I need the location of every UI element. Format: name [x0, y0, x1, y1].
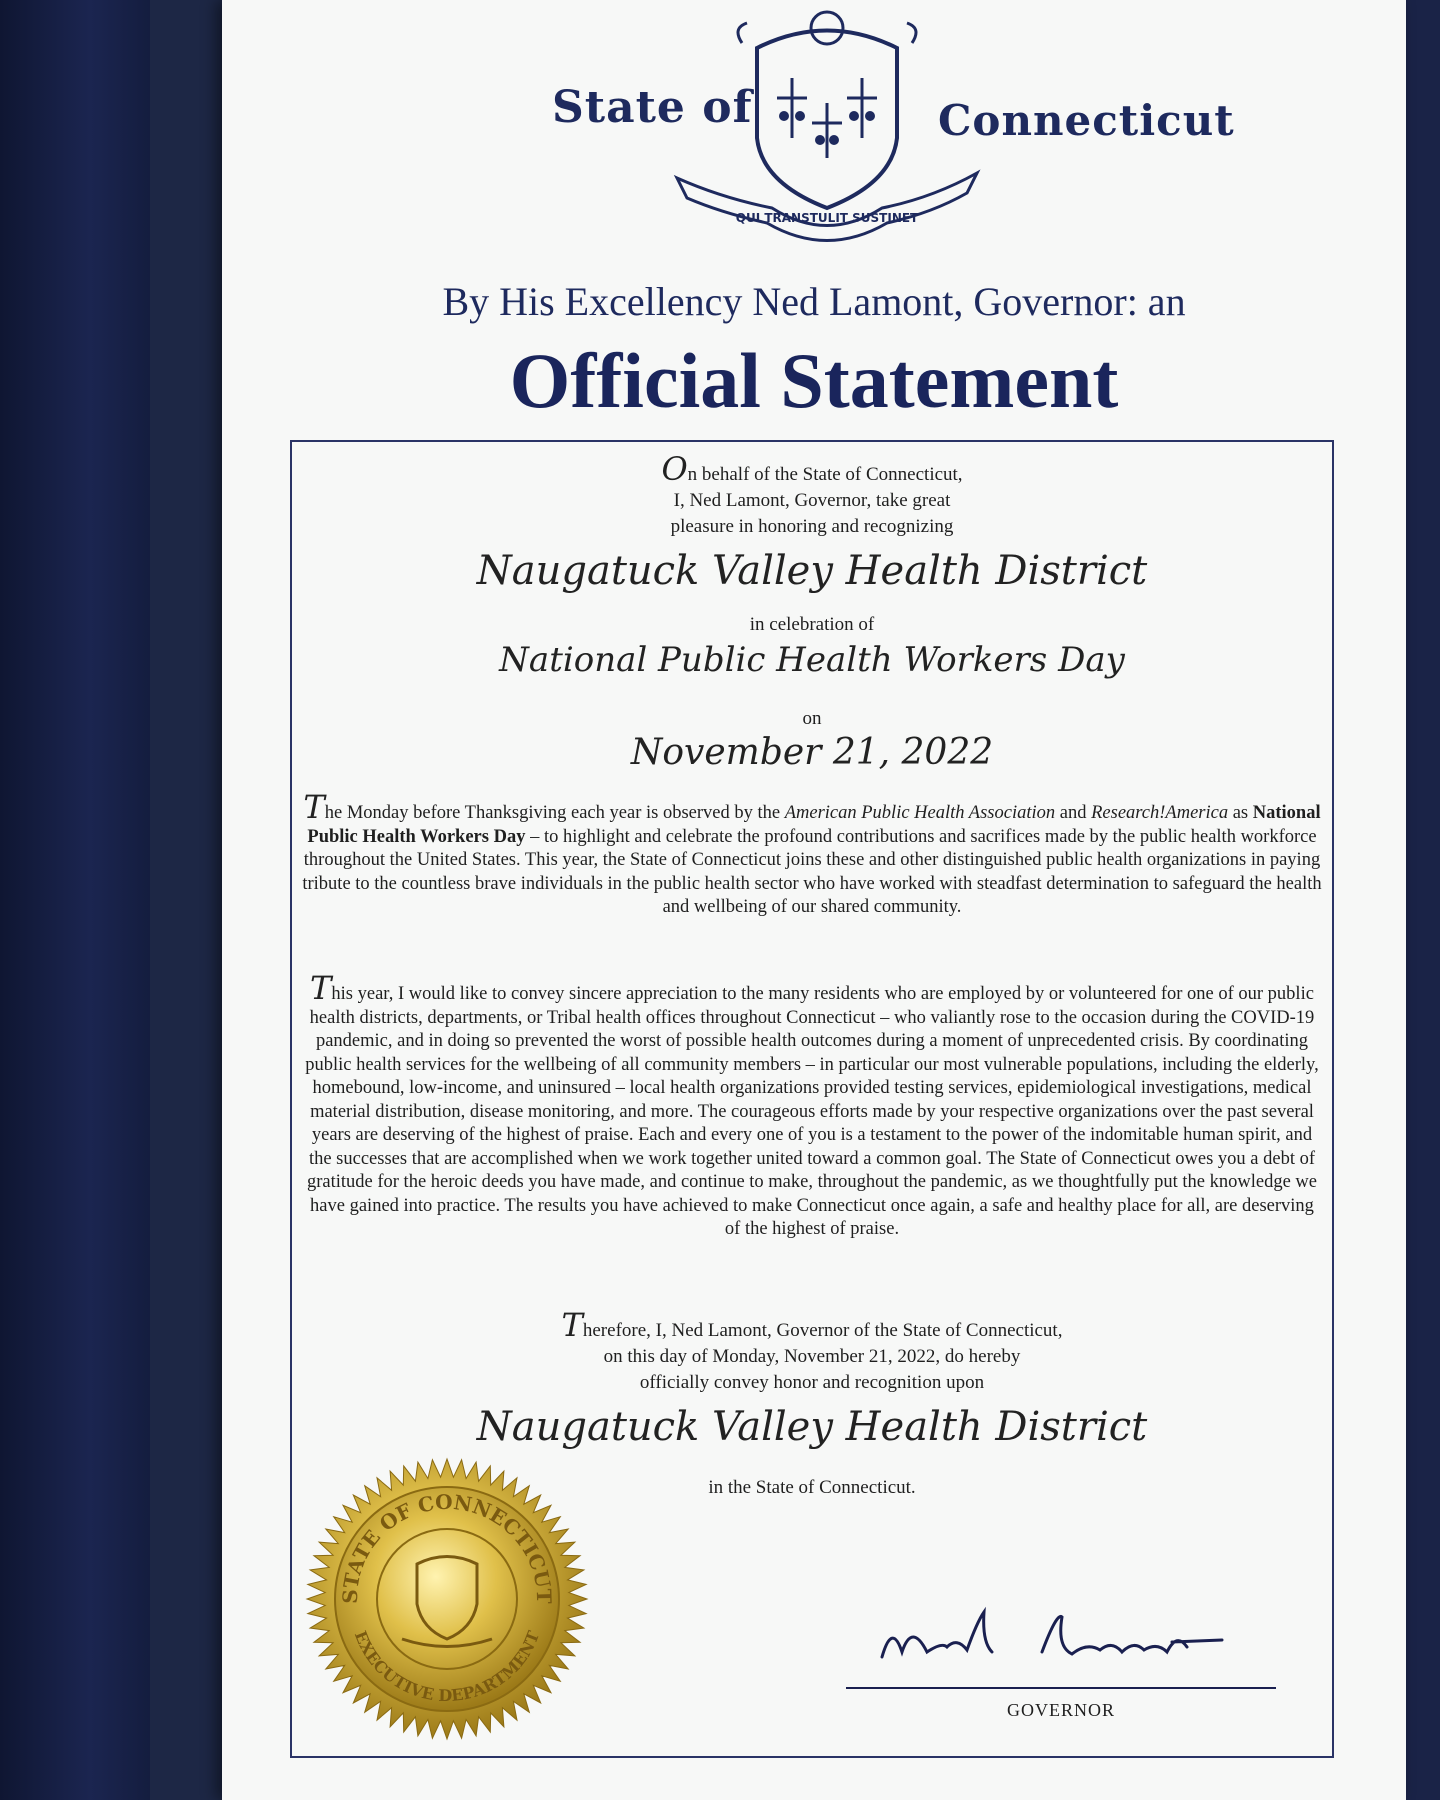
statement-frame — [290, 440, 1334, 1758]
conclusion-line-1: herefore, I, Ned Lamont, Governor of the State of Connecticut, — [582, 1320, 1063, 1341]
p3-dropcap: T — [561, 1306, 583, 1344]
signature-line — [846, 1687, 1276, 1689]
intro-block — [292, 450, 1332, 540]
p1-org-apha: American Public Health Association — [784, 803, 1056, 823]
seal-top-text: STATE OF CONNECTICUT — [337, 1489, 557, 1605]
motto-text: QUI TRANSTULIT SUSTINET — [735, 211, 919, 225]
paragraph-conclusion — [302, 1306, 1322, 1396]
intro-line-1: n behalf of the State of Connecticut, — [687, 464, 963, 485]
connecticut-text: Connecticut — [938, 96, 1235, 145]
observance-date: November 21, 2022 — [630, 732, 994, 773]
organization-name: Naugatuck Valley Health District — [476, 548, 1148, 594]
p1-org-research-america: Research!America — [1091, 803, 1229, 823]
p1-text-a: he Monday before Thanksgiving each year is observed by the — [324, 803, 785, 823]
p1-observance-bold: National Public Health Workers Day — [307, 803, 1321, 847]
governor-label: GOVERNOR — [1006, 1700, 1115, 1720]
state-of-text: State of — [552, 82, 753, 133]
observance-name: National Public Health Workers Day — [499, 640, 1125, 680]
intro-line-3: pleasure in honoring and recognizing — [670, 516, 954, 537]
paragraph-appreciation — [302, 969, 1322, 1242]
intro-line-2: I, Ned Lamont, Governor, take great — [673, 490, 951, 511]
intro-dropcap: O — [661, 450, 688, 488]
p1-as: as — [1228, 803, 1253, 823]
byline: By His Excellency Ned Lamont, Governor: an — [442, 279, 1186, 324]
seal-bottom-text: EXECUTIVE DEPARTMENT — [350, 1628, 544, 1706]
p1-text-b: – to highlight and celebrate the profound contributions and sacrifices made by the public health workforce throughout the United States. This year, the State of Connecticut joins these and other distinguished public health organizations in paying tribute to the countless brave individuals in the public health sector who have worked with steadfast determination to safeguard the health and wellbeing of our shared community. — [302, 826, 1322, 917]
p2-dropcap: T — [310, 969, 332, 1007]
celebration-label: in celebration of — [749, 614, 875, 635]
folder-cover-left — [0, 0, 150, 1800]
on-label: on — [802, 708, 822, 729]
p1-and: and — [1055, 803, 1092, 823]
page-title: Official Statement — [509, 337, 1119, 424]
certificate-sheet — [222, 0, 1406, 1800]
governor-signature — [872, 1602, 1272, 1672]
p2-text: his year, I would like to convey sincere appreciation to the many residents who are employed by or volunteered for one of our public health districts, departments, or Tribal health offices throughout Connecticut – who valiantly rose to the occasion during the COVID-19 pandemic, and in doing so prevented the worst of possible health outcomes during a moment of unprecedented crisis. By coordinating public health services for the wellbeing of all community members – in particular our most vulnerable populations, including the elderly, homebound, low-income, and uninsured – local health organizations provided testing services, epidemiological investigations, medical material distribution, disease monitoring, and more. The courageous efforts made by your respective organizations over the past several years are deserving of the highest of praise. Each and every one of you is a testament to the power of the indomitable human spirit, and the successes that are accomplished when we work together united toward a common goal. The State of Connecticut owes you a debt of gratitude for the heroic deeds you have made, and continue to make, throughout the pandemic, as we thoughtfully put the knowledge we have gained into practice. The results you have achieved to make Connecticut once again, a safe and healthy place for all, are deserving of the highest of praise. — [305, 984, 1319, 1239]
folder-cover-right — [1404, 0, 1440, 1800]
location-text: in the State of Connecticut. — [708, 1477, 916, 1498]
letterhead — [222, 0, 1406, 270]
conclusion-line-3: officially convey honor and recognition upon — [639, 1372, 985, 1393]
gold-seal-icon — [302, 1454, 592, 1744]
paragraph-thanksgiving — [302, 788, 1322, 920]
conclusion-line-2: on this day of Monday, November 21, 2022, do hereby — [603, 1346, 1021, 1367]
organization-name-closing: Naugatuck Valley Health District — [476, 1404, 1148, 1450]
statement-body — [292, 442, 1332, 1756]
p1-dropcap: T — [303, 788, 325, 826]
